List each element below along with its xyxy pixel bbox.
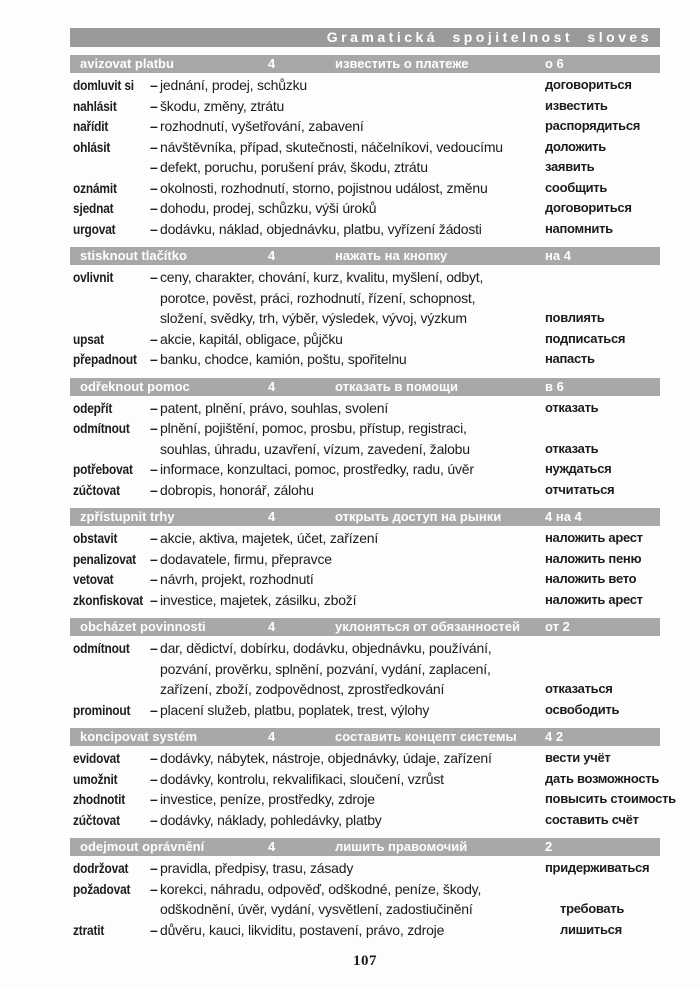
dash-separator: –	[150, 330, 158, 347]
czech-verb: domluvit si	[73, 77, 134, 93]
section-czech-label: zpřístupnit trhy	[80, 509, 175, 524]
section-russian-label: составить концепт системы	[335, 729, 517, 744]
collocation-list: dohodu, prodej, schůzku, výši úroků	[160, 200, 377, 216]
section-russian-case-label: о 6	[545, 56, 564, 71]
russian-translation: отказаться	[545, 681, 613, 696]
collocation-list: korekci, náhradu, odpověď, odškodné, peníze, škody,	[160, 880, 482, 897]
section-header-bar	[70, 728, 660, 746]
collocation-row	[70, 789, 676, 810]
dash-separator: –	[150, 138, 158, 155]
collocation-row	[70, 659, 660, 680]
section-header-bar	[70, 55, 660, 73]
section-russian-label: лишить правомочий	[335, 839, 468, 854]
czech-verb: nařídit	[73, 118, 109, 134]
sections-container	[70, 55, 676, 940]
collocation-row	[70, 267, 660, 288]
page-title-bar	[70, 28, 660, 47]
collocation-list: dodavatele, firmu, přepravce	[160, 550, 332, 567]
section-rows	[70, 636, 660, 720]
section-russian-case-label: 4 на 4	[545, 509, 582, 524]
collocation-list: důvěru, kauci, likviditu, postavení, právo, zdroje	[160, 921, 445, 938]
czech-verb: umožnit	[73, 770, 118, 787]
russian-translation: повысить стоимость	[545, 791, 676, 806]
collocation-list: patent, plnění, právo, souhlas, svolení	[160, 399, 389, 416]
section-russian-case-label: от 2	[545, 619, 570, 634]
dash-separator: –	[150, 591, 158, 608]
section-rows	[70, 265, 660, 370]
collocation-row	[70, 439, 660, 460]
russian-translation: договориться	[545, 77, 632, 92]
page-number: 107	[353, 953, 377, 969]
collocation-row	[70, 398, 660, 419]
czech-verb: zhodnotit	[73, 791, 126, 807]
collocation-list: banku, chodce, kamión, poštu, spořitelnu	[160, 351, 407, 367]
collocation-row	[70, 459, 660, 480]
dash-separator: –	[150, 571, 158, 587]
collocation-list: dodávky, náklady, pohledávky, platby	[160, 811, 382, 828]
collocation-row	[70, 480, 660, 501]
dash-separator: –	[150, 921, 158, 938]
dash-separator: –	[150, 860, 158, 876]
russian-translation: сообщить	[545, 179, 608, 195]
collocation-list: dodávky, kontrolu, rekvalifikaci, sloučení, vzrůst	[160, 770, 444, 787]
collocation-list: dar, dědictví, dobírku, dodávku, objednávku, používání,	[160, 640, 492, 656]
dash-separator: –	[150, 220, 158, 237]
dash-separator: –	[150, 399, 158, 416]
dash-separator: –	[150, 791, 158, 807]
dash-separator: –	[150, 200, 158, 216]
dash-separator: –	[150, 481, 158, 498]
section-czech-case-number: 4	[268, 509, 276, 524]
collocation-list: odškodnění, úvěr, vydání, vysvětlení, zadostiučinění	[160, 901, 473, 917]
collocation-list: ceny, charakter, chování, kurz, kvalitu, myšlení, odbyt,	[160, 269, 484, 285]
dash-separator: –	[150, 97, 158, 114]
section-russian-label: уклоняться от обязанностей	[335, 619, 520, 634]
collocation-list: souhlas, úhradu, uzavření, vízum, zavedení, žalobu	[160, 440, 470, 457]
section-czech-case-number: 4	[268, 248, 276, 263]
czech-verb: evidovat	[73, 750, 120, 766]
czech-verb: penalizovat	[73, 550, 136, 567]
collocation-list: investice, peníze, prostředky, zdroje	[160, 791, 375, 807]
section-czech-case-number: 4	[268, 378, 276, 394]
section-rows	[70, 73, 660, 239]
section-russian-label: известить о платеже	[335, 56, 469, 71]
dash-separator: –	[150, 880, 158, 897]
russian-translation: составить счёт	[545, 811, 639, 827]
dash-separator: –	[150, 750, 158, 766]
section-czech-label: stisknout tlačítko	[80, 248, 187, 263]
czech-verb: prominout	[73, 701, 131, 718]
dash-separator: –	[150, 701, 158, 718]
collocation-row	[70, 769, 660, 790]
collocation-row	[70, 920, 660, 941]
russian-translation: подписаться	[545, 330, 626, 346]
collocation-row	[70, 157, 660, 178]
section-russian-label: отказать в помощи	[335, 378, 458, 394]
collocation-list: plnění, pojištění, pomoc, prosbu, přístup, registraci,	[160, 420, 467, 436]
section-russian-case-label: на 4	[545, 248, 571, 263]
collocation-list: dodávku, náklad, objednávku, platbu, vyřízení žádosti	[160, 220, 482, 237]
russian-translation: вести учёт	[545, 750, 611, 765]
collocation-list: složení, svědky, trh, výběr, výsledek, vývoj, výzkum	[160, 310, 467, 326]
dash-separator: –	[150, 640, 158, 656]
section-russian-case-label: 4 2	[545, 729, 564, 744]
czech-verb: zúčtovat	[73, 811, 120, 828]
russian-translation: освободить	[545, 701, 620, 717]
dash-separator: –	[150, 77, 158, 93]
section-czech-label: koncipovat systém	[80, 729, 198, 744]
section-czech-case-number: 4	[268, 839, 276, 854]
collocation-row	[70, 638, 660, 659]
czech-verb: požadovat	[73, 880, 131, 897]
collocation-row	[70, 748, 660, 769]
collocation-row	[70, 96, 660, 117]
section-czech-label: avizovat platbu	[80, 56, 174, 71]
dash-separator: –	[150, 159, 158, 175]
collocation-list: pozvání, prověrku, splnění, pozvání, vydání, zaplacení,	[160, 660, 491, 677]
collocation-list: pravidla, předpisy, trasu, zásady	[160, 860, 354, 876]
czech-verb: zkonfiskovat	[73, 591, 144, 608]
czech-verb: zúčtovat	[73, 481, 120, 498]
section-russian-case-label: 2	[545, 839, 553, 854]
section-rows	[70, 856, 660, 940]
russian-translation: распорядиться	[545, 118, 641, 133]
section-rows	[70, 746, 676, 830]
section-header-bar	[70, 838, 660, 856]
section-rows	[70, 526, 660, 610]
collocation-row	[70, 858, 660, 879]
section-header-bar	[70, 247, 660, 265]
czech-verb: nahlásit	[73, 97, 117, 114]
dash-separator: –	[150, 351, 158, 367]
czech-verb: odepřít	[73, 399, 113, 416]
collocation-row	[70, 288, 660, 309]
section	[70, 378, 660, 501]
dash-separator: –	[150, 179, 158, 196]
collocation-list: návštěvníka, případ, skutečnosti, náčelníkovi, vedoucímu	[160, 138, 503, 155]
russian-translation: доложить	[545, 138, 606, 154]
russian-translation: дать возможность	[545, 770, 660, 786]
section	[70, 618, 660, 720]
collocation-list: rozhodnutí, vyšetřování, zabavení	[160, 118, 364, 134]
czech-verb: potřebovat	[73, 461, 133, 477]
collocation-row	[70, 178, 660, 199]
russian-translation: наложить арест	[545, 591, 643, 607]
collocation-list: zařízení, zboží, zodpovědnost, zprostředkování	[160, 681, 445, 697]
collocation-list: porotce, pověst, práci, rozhodnutí, řízení, schopnost,	[160, 289, 476, 306]
russian-translation: нуждаться	[545, 461, 612, 476]
czech-verb: obstavit	[73, 530, 118, 546]
collocation-list: akcie, aktiva, majetek, účet, zařízení	[160, 530, 379, 546]
russian-translation: известить	[545, 97, 608, 113]
dash-separator: –	[150, 811, 158, 828]
russian-translation: заявить	[545, 159, 595, 174]
section-rows	[70, 396, 660, 501]
collocation-list: akcie, kapitál, obligace, půjčku	[160, 330, 343, 347]
collocation-row	[70, 418, 660, 439]
section-czech-label: odřeknout pomoc	[80, 378, 190, 394]
section	[70, 508, 660, 610]
page-content	[70, 28, 676, 970]
page-title: Gramatická spojitelnost sloves	[326, 29, 652, 45]
collocation-row	[70, 569, 660, 590]
russian-translation: придерживаться	[545, 860, 650, 875]
collocation-row	[70, 679, 660, 700]
collocation-list: placení služeb, platbu, poplatek, trest, výlohy	[160, 701, 430, 718]
dash-separator: –	[150, 118, 158, 134]
russian-translation: отчитаться	[545, 481, 615, 497]
section-czech-case-number: 4	[268, 56, 276, 71]
russian-translation: повлиять	[545, 310, 605, 325]
dash-separator: –	[150, 550, 158, 567]
russian-translation: наложить вето	[545, 571, 637, 586]
russian-translation: наложить пеню	[545, 550, 642, 566]
russian-translation: отказать	[545, 399, 599, 415]
section-czech-label: obcházet povinnosti	[80, 619, 206, 634]
czech-verb: sjednat	[73, 200, 114, 216]
czech-verb: ohlásit	[73, 138, 111, 155]
section-header-bar	[70, 508, 660, 526]
collocation-list: defekt, poruchu, porušení práv, škodu, ztrátu	[160, 159, 428, 175]
czech-verb: urgovat	[73, 220, 116, 237]
czech-verb: odmítnout	[73, 640, 130, 656]
russian-translation: договориться	[545, 200, 632, 215]
collocation-list: návrh, projekt, rozhodnutí	[160, 571, 314, 587]
section-czech-case-number: 4	[268, 729, 276, 744]
collocation-list: informace, konzultaci, pomoc, prostředky, radu, úvěr	[160, 461, 474, 477]
collocation-row	[70, 349, 660, 370]
section	[70, 728, 676, 830]
collocation-row	[70, 810, 660, 831]
collocation-row	[70, 308, 660, 329]
collocation-row	[70, 700, 660, 721]
czech-verb: upsat	[73, 330, 104, 347]
collocation-row	[70, 75, 660, 96]
section-russian-case-label: в 6	[545, 378, 564, 394]
dash-separator: –	[150, 770, 158, 787]
russian-translation: отказать	[545, 440, 599, 456]
russian-translation: лишиться	[560, 921, 622, 937]
collocation-list: dobropis, honorář, zálohu	[160, 481, 314, 498]
russian-translation: наложить арест	[545, 530, 643, 545]
collocation-list: okolnosti, rozhodnutí, storno, pojistnou událost, změnu	[160, 179, 488, 196]
collocation-row	[70, 137, 660, 158]
section-russian-label: нажать на кнопку	[335, 248, 448, 263]
dash-separator: –	[150, 269, 158, 285]
collocation-row	[70, 329, 660, 350]
collocation-row	[70, 219, 660, 240]
section-header-bar	[70, 618, 660, 636]
collocation-list: dodávky, nábytek, nástroje, objednávky, údaje, zařízení	[160, 750, 492, 766]
czech-verb: odmítnout	[73, 420, 130, 436]
czech-verb: dodržovat	[73, 860, 129, 876]
collocation-list: škodu, změny, ztrátu	[160, 97, 285, 114]
collocation-row	[70, 879, 660, 900]
section	[70, 55, 660, 239]
collocation-row	[70, 528, 660, 549]
czech-verb: ovlivnit	[73, 269, 114, 285]
section-czech-case-number: 4	[268, 619, 276, 634]
czech-verb: oznámit	[73, 179, 117, 196]
dash-separator: –	[150, 461, 158, 477]
czech-verb: vetovat	[73, 571, 114, 587]
czech-verb: ztratit	[73, 921, 105, 938]
section-russian-label: открыть доступ на рынки	[335, 509, 502, 524]
dash-separator: –	[150, 530, 158, 546]
collocation-row	[70, 899, 660, 920]
collocation-row	[70, 198, 660, 219]
czech-verb: přepadnout	[73, 351, 137, 367]
section	[70, 838, 660, 940]
collocation-row	[70, 590, 660, 611]
russian-translation: напасть	[545, 351, 595, 366]
section-header-bar	[70, 378, 660, 396]
dash-separator: –	[150, 420, 158, 436]
russian-translation: напомнить	[545, 220, 613, 236]
section	[70, 247, 660, 370]
section-czech-label: odejmout oprávnění	[80, 839, 205, 854]
collocation-list: investice, majetek, zásilku, zboží	[160, 591, 357, 608]
collocation-list: jednání, prodej, schůzku	[160, 77, 307, 93]
russian-translation: требовать	[560, 901, 625, 916]
collocation-row	[70, 549, 660, 570]
collocation-row	[70, 116, 660, 137]
